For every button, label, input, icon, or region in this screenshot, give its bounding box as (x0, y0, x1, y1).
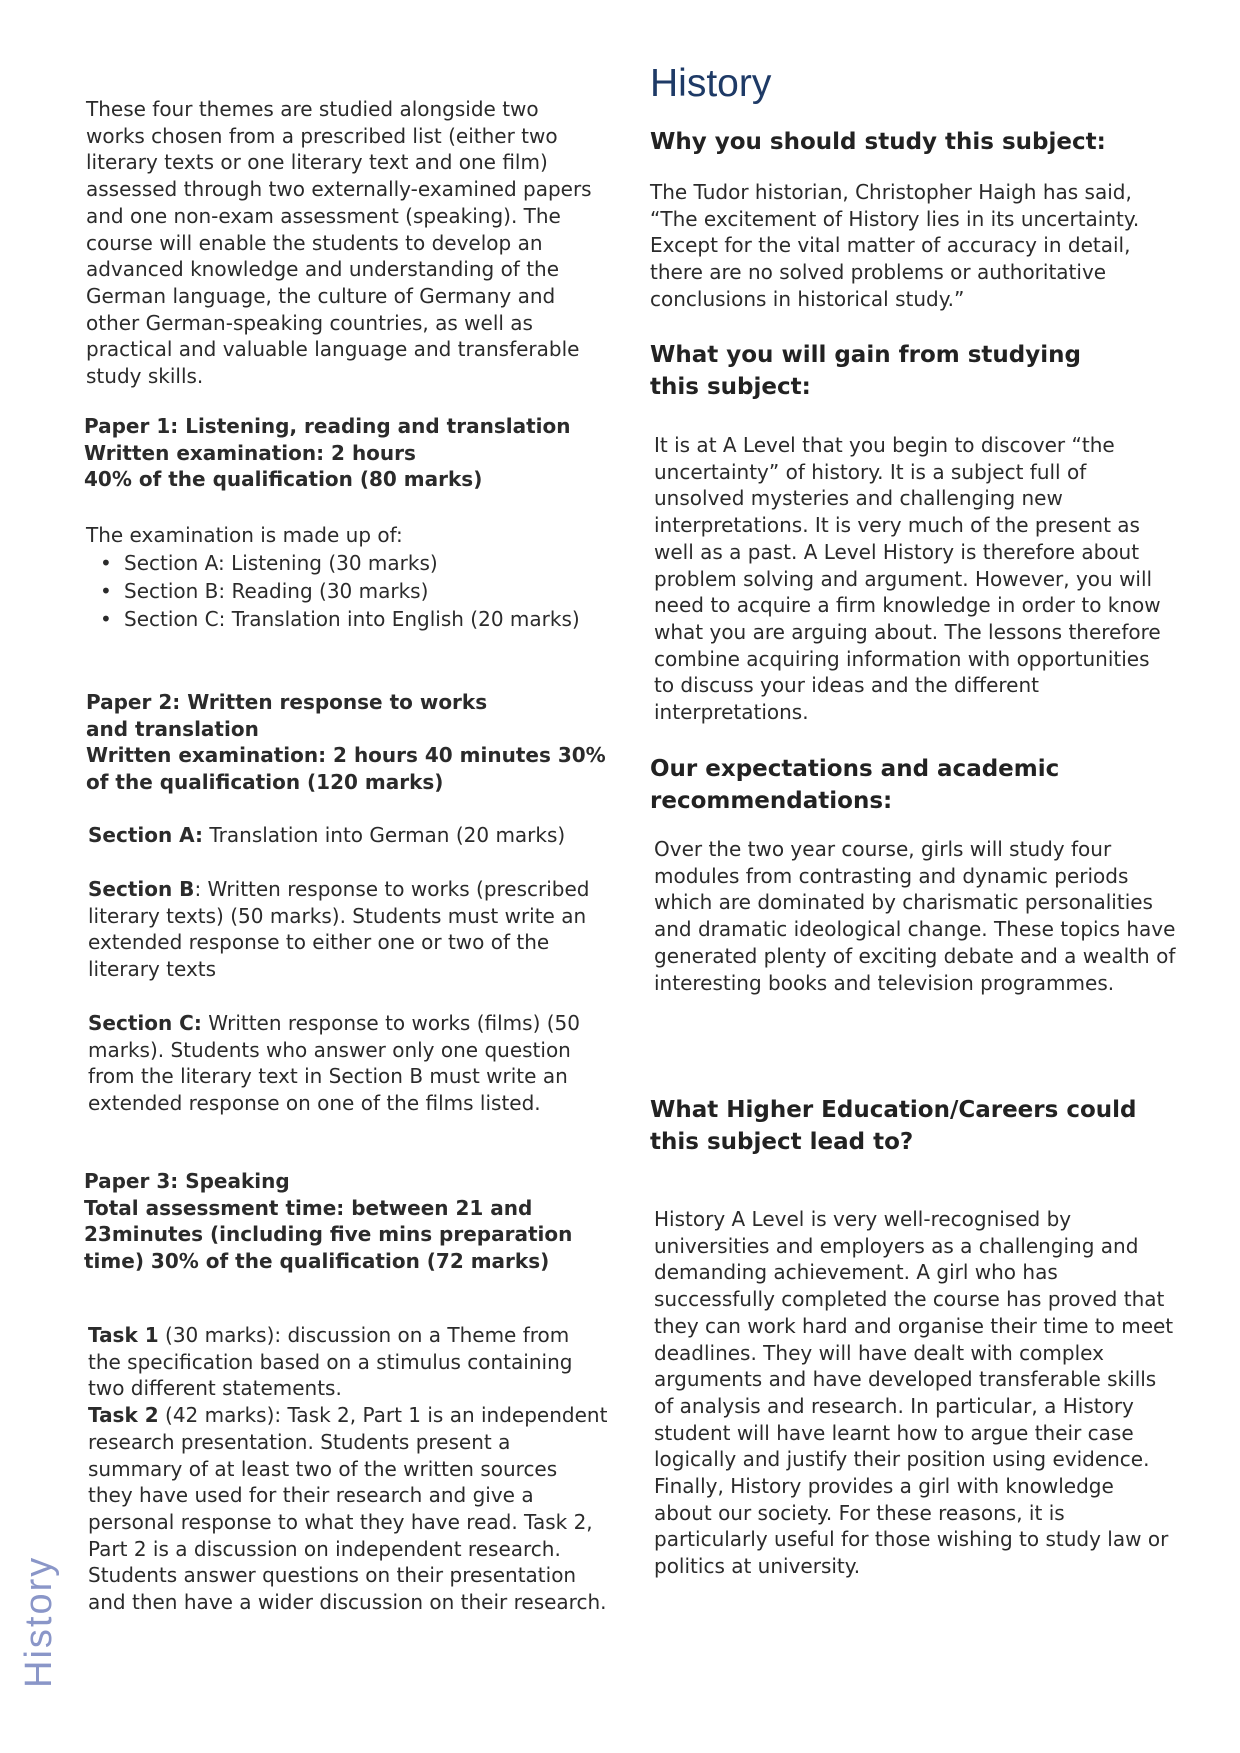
section-text: Translation into German (20 marks) (203, 823, 566, 847)
paper2-title: Paper 2: Written response to works and translation (86, 690, 488, 741)
paper1-section-list (86, 549, 606, 633)
paper2-section-c (88, 1010, 588, 1117)
bullet-icon: • (100, 606, 112, 631)
list-item-text: Section B: Reading (30 marks) (124, 578, 429, 603)
paper1-sections (86, 522, 606, 633)
gain-heading: What you will gain from studying this subject: (650, 342, 1081, 400)
paper2-section-b (88, 876, 598, 983)
paper1-header (84, 413, 604, 493)
german-intro-paragraph: These four themes are studied alongside two works chosen from a prescribed list (either two literary texts or one literary text and one film) assessed through two externally-examined papers and one non-exam assessment (speaking). The course will enable the students to develop an advanced knowledge and understanding of the German language, the culture of Germany and other German-speaking countries, as well as practical and valuable language and transferable study skills. (86, 97, 592, 389)
section-label: Section A: (88, 823, 204, 847)
section-text: : Written response to works (prescribed literary texts) (50 marks). Students must write an extended response to either one or two of the literary texts (88, 877, 590, 982)
task-text: (42 marks): Task 2, Part 1 is an independent research presentation. Students present a summary of at least two of the written sources they have used for their research and give a personal response to what they have read. Task 2, Part 2 is a discussion on independent research. Students answer questions on their presentation and then have a wider discussion on their research. (88, 1403, 608, 1615)
paper1-title: Paper 1: Listening, reading and translation (84, 414, 571, 438)
bullet-icon: • (100, 550, 112, 575)
paper1-weight: 40% of the qualification (80 marks) (84, 467, 483, 492)
paper1-duration: Written examination: 2 hours (84, 440, 416, 465)
paper3-tasks (88, 1322, 608, 1616)
section-text: Written response to works (films) (50 marks). Students who answer only one question from the literary text in Section B must write an extended response on one of the films listed. (88, 1011, 580, 1116)
paper1-lead: The examination is made up of: (86, 523, 403, 547)
list-item (86, 549, 606, 577)
why-heading: Why you should study this subject: (650, 129, 1106, 155)
section-label: Section B (88, 877, 195, 901)
gain-paragraph: It is at A Level that you begin to discover “the uncertainty” of history. It is a subject full of unsolved mysteries and challenging new interpretations. It is very much of the present as well as a past. A Level History is therefore about problem solving and argument. However, you will need to acquire a firm knowledge in order to know what you are arguing about. The lessons therefore combine acquiring information with opportunities to discuss your ideas and the different interpretations. (654, 433, 1161, 725)
paper2-details: Written examination: 2 hours 40 minutes 30% of the qualification (120 marks) (86, 743, 606, 795)
task-text: (30 marks): discussion on a Theme from the specification based on a stimulus containing two different statements. (88, 1323, 573, 1401)
list-item-text: Section A: Listening (30 marks) (124, 550, 438, 575)
paper3-details: Total assessment time: between 21 and 23minutes (including five mins preparation time) 30% of the qualification (72 marks) (84, 1195, 573, 1274)
page-title: History (650, 62, 772, 105)
list-item (86, 605, 606, 633)
why-paragraph: The Tudor historian, Christopher Haigh has said, “The excitement of History lies in its uncertainty. Except for the vital matter of accuracy in detail, there are no solved problems or authoritative conclusions in historical study.” (650, 180, 1140, 311)
section-label: Section C: (88, 1011, 202, 1035)
paper3-title: Paper 3: Speaking (84, 1169, 290, 1193)
paper2-header (86, 689, 606, 796)
list-item (86, 577, 606, 605)
bullet-icon: • (100, 578, 112, 603)
careers-heading: What Higher Education/Careers could this subject lead to? (650, 1097, 1137, 1155)
task-label: Task 2 (88, 1403, 159, 1428)
expectations-heading: Our expectations and academic recommendations: (650, 756, 1060, 814)
side-tab-label: History (18, 1555, 60, 1688)
list-item-text: Section C: Translation into English (20 marks) (124, 606, 580, 631)
expectations-paragraph: Over the two year course, girls will study four modules from contrasting and dynamic periods which are dominated by charismatic personalities and dramatic ideological change. These topics have generated plenty of exciting debate and a wealth of interesting books and television programmes. (654, 837, 1176, 995)
task-label: Task 1 (88, 1323, 159, 1347)
paper2-section-a (88, 822, 598, 849)
careers-paragraph: History A Level is very well-recognised by universities and employers as a challenging and demanding achievement. A girl who has successfully completed the course has proved that they can work hard and organise their time to meet deadlines. They will have dealt with complex arguments and have developed transferable skills of analysis and research. In particular, a History student will have learnt how to argue their case logically and justify their position using evidence. Finally, History provides a girl with knowledge about our society. For these reasons, it is particularly useful for those wishing to study law or politics at university. (654, 1207, 1174, 1579)
paper3-header (84, 1168, 614, 1275)
